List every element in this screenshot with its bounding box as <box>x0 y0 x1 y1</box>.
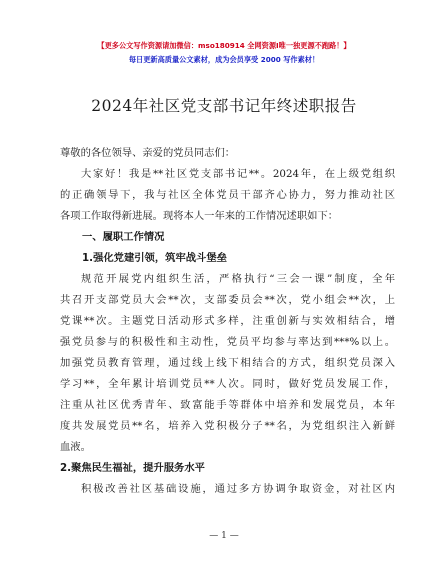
salutation: 尊敬的各位领导、亲爱的党员同志们： <box>60 147 236 159</box>
paragraph-1-line-1: 规范开展党内组织生活，严格执行“三会一课”制度，全年 <box>81 273 395 285</box>
paragraph-1-line-9: 血液。 <box>60 441 91 453</box>
subsection-heading-2: 2.聚焦民生福祉，提升服务水平 <box>60 462 205 474</box>
section-heading-1: 一、履职工作情况 <box>82 231 165 243</box>
intro-line-1: 大家好！我是**社区党支部书记**。2024年，在上级党组织 <box>81 168 395 180</box>
paragraph-1-line-5: 加强党员教育管理，通过线上线下相结合的方式，组织党员深入 <box>60 357 395 369</box>
paragraph-1-line-3: 党课**次。主题党日活动形式多样，注重创新与实效相结合，增 <box>60 315 395 327</box>
paragraph-1-line-8: 度共发展党员**名，培养入党积极分子**名，为党组织注入新鲜 <box>60 420 395 432</box>
subsection-heading-1: 1.强化党建引领，筑牢战斗堡垒 <box>82 252 227 264</box>
paragraph-1-line-2: 共召开支部党员大会**次，支部委员会**次，党小组会**次，上 <box>60 294 395 306</box>
paragraph-1-line-7: 注重从社区优秀青年、致富能手等群体中培养和发展党员，本年 <box>60 399 395 411</box>
promo-banner-line-1: 【更多公文写作资源请加微信：mso180914 全网资源I唯一独更源不跑路！】 <box>97 41 351 50</box>
page-number: — 1 — <box>209 531 239 541</box>
paragraph-2-line-1: 积极改善社区基础设施，通过多方协调争取资金，对社区内 <box>81 483 395 495</box>
paragraph-1-line-4: 强党员参与的积极性和主动性，党员平均参与率达到***%以上。 <box>60 336 395 348</box>
intro-line-3: 各项工作取得新进展。现将本人一年来的工作情况述职如下： <box>60 210 339 222</box>
promo-banner-line-2: 每日更新高质量公文素材，成为会员享受 2000 写作素材！ <box>128 55 320 64</box>
document-title: 2024年社区党支部书记年终述职报告 <box>91 97 357 115</box>
intro-line-2: 的正确领导下，我与社区全体党员干部齐心协力，努力推动社区 <box>60 189 395 201</box>
paragraph-1-line-6: 学习**，全年累计培训党员**人次。同时，做好党员发展工作， <box>60 378 395 390</box>
